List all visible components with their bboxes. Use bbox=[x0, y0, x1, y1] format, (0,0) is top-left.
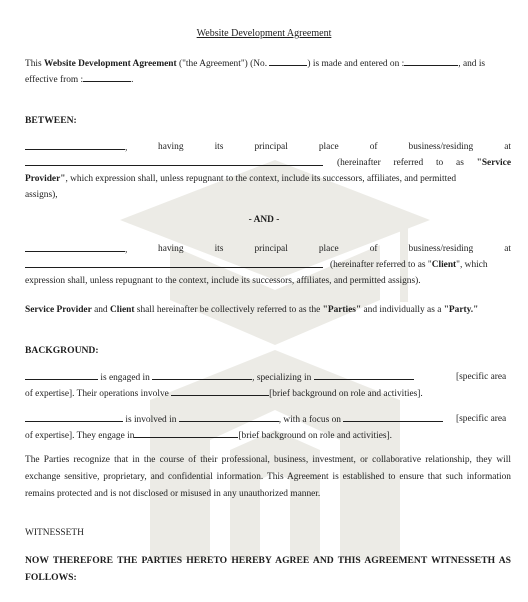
intro-period: . bbox=[131, 75, 134, 85]
and-word: and bbox=[91, 305, 110, 315]
bg1-background-note: [brief background on role and activities]. bbox=[269, 389, 423, 399]
bg2-party-blank[interactable] bbox=[25, 413, 123, 422]
focus-label: with a focus on bbox=[283, 415, 341, 425]
intro-mid: ("the Agreement") (No. bbox=[176, 59, 270, 69]
date-entered-blank[interactable] bbox=[404, 57, 458, 66]
parties-mid2: and individually as a bbox=[361, 305, 444, 315]
engaged-in-label: is engaged in bbox=[100, 373, 150, 383]
bg1-operations-label: of expertise]. Their operations involve bbox=[25, 389, 169, 399]
bg2-line1 bbox=[25, 413, 443, 426]
party1-address-blank-row bbox=[25, 157, 323, 170]
word: of bbox=[369, 244, 378, 254]
party1-line4: assigns), bbox=[25, 190, 58, 200]
intro-line-2 bbox=[25, 73, 133, 86]
hereinafter-suffix: ", which bbox=[456, 260, 488, 270]
bg2-focus-blank[interactable] bbox=[343, 413, 443, 422]
intro-doc-name: Website Development Agreement bbox=[44, 59, 177, 69]
bg1-specialization-blank[interactable] bbox=[314, 371, 414, 380]
bg1-industry-blank[interactable] bbox=[152, 371, 252, 380]
party1-rest: , which expression shall, unless repugnant to the context, include its successors, affiliates, and permitted bbox=[65, 174, 457, 184]
word: of bbox=[369, 142, 378, 152]
party1-line3 bbox=[25, 173, 456, 185]
word: having bbox=[158, 244, 184, 254]
word: (hereinafter bbox=[337, 158, 381, 168]
word: principal bbox=[254, 142, 288, 152]
intro-after-no: ) is made and entered on : bbox=[307, 59, 405, 69]
parties-mid: shall hereinafter be collectively referred to as the bbox=[134, 305, 323, 315]
word: business/residing bbox=[408, 142, 474, 152]
and-separator: - AND - bbox=[248, 215, 280, 225]
hereinafter-prefix: (hereinafter referred to as " bbox=[330, 260, 432, 270]
word: business/residing bbox=[408, 244, 474, 254]
bg2-engage-label: of expertise]. They engage in bbox=[25, 431, 135, 441]
provider-bold: Provider" bbox=[25, 174, 66, 184]
word: its bbox=[214, 142, 224, 152]
party-bold: "Party." bbox=[443, 305, 479, 315]
witnesseth-heading: WITNESSETH bbox=[25, 528, 84, 538]
bg1-operations-blank[interactable] bbox=[171, 387, 269, 396]
party2-hereinafter bbox=[330, 259, 488, 271]
word: referred bbox=[393, 158, 424, 168]
client-bold: Client bbox=[109, 305, 135, 315]
bg2-engage-blank[interactable] bbox=[134, 429, 238, 438]
party2-words bbox=[158, 243, 511, 255]
party1-words bbox=[158, 141, 511, 153]
involved-in-label: is involved in bbox=[125, 415, 177, 425]
word: at bbox=[504, 244, 511, 254]
bg1-area: [specific area bbox=[456, 372, 507, 382]
word: principal bbox=[254, 244, 288, 254]
comma: , bbox=[125, 143, 128, 153]
word: at bbox=[504, 142, 511, 152]
party1-address-blank[interactable] bbox=[25, 157, 323, 166]
word: "Service bbox=[476, 158, 511, 168]
parties-bold: "Parties" bbox=[322, 305, 362, 315]
party1-name-blank[interactable] bbox=[25, 141, 125, 150]
document-title: Website Development Agreement bbox=[196, 28, 332, 39]
party2-line3: expression shall, unless repugnant to the context, include its successors, affiliates, and permitted assigns). bbox=[25, 276, 421, 286]
party2-name-blank-row bbox=[25, 243, 127, 256]
now-therefore-clause: NOW THEREFORE THE PARTIES HERETO HEREBY AGREE AND THIS AGREEMENT WITNESSETH AS FOLLOWS: bbox=[25, 555, 511, 583]
party2-name-blank[interactable] bbox=[25, 243, 125, 252]
intro-prefix: This bbox=[25, 59, 45, 69]
graduation-cap-watermark bbox=[110, 150, 440, 570]
effective-date-blank[interactable] bbox=[83, 73, 131, 82]
bg2-line2 bbox=[25, 429, 392, 442]
bg2-background-note: [brief background on role and activities]. bbox=[238, 431, 393, 441]
word: its bbox=[214, 244, 224, 254]
intro-line bbox=[25, 57, 485, 70]
comma: , bbox=[125, 245, 128, 255]
bg1-line1 bbox=[25, 371, 414, 384]
comma: , bbox=[278, 415, 282, 425]
comma: , bbox=[252, 373, 255, 383]
party1-hereinafter bbox=[337, 157, 511, 169]
word: place bbox=[318, 142, 339, 152]
specializing-label: specializing in bbox=[256, 373, 312, 383]
parties-definition bbox=[25, 304, 478, 316]
word: place bbox=[318, 244, 339, 254]
recognition-paragraph: The Parties recognize that in the course of their professional, business, investment, or collaborative relationship, they will exchange sensitive, proprietary, and confidential information. This Agreement is established to ensure that such information remains protected and is not disclosed or misused in any unauthorized manner. bbox=[25, 455, 511, 499]
intro-tail: , and is bbox=[458, 59, 486, 69]
word: having bbox=[158, 142, 184, 152]
agreement-number-blank[interactable] bbox=[269, 57, 307, 66]
effective-from-label: effective from : bbox=[25, 75, 84, 85]
word: to bbox=[435, 158, 444, 168]
party2-address-blank[interactable] bbox=[25, 259, 323, 268]
bg2-area: [specific area bbox=[456, 414, 507, 424]
client-bold: Client bbox=[431, 260, 457, 270]
party1-name-blank-row bbox=[25, 141, 127, 154]
between-heading: BETWEEN: bbox=[25, 115, 77, 126]
background-heading: BACKGROUND: bbox=[25, 345, 99, 356]
bg2-industry-blank[interactable] bbox=[179, 413, 279, 422]
party2-address-blank-row bbox=[25, 259, 323, 272]
bg1-party-blank[interactable] bbox=[25, 371, 98, 380]
word: as bbox=[456, 158, 464, 168]
bg1-line2 bbox=[25, 387, 423, 400]
service-provider-bold: Service Provider bbox=[25, 305, 92, 315]
